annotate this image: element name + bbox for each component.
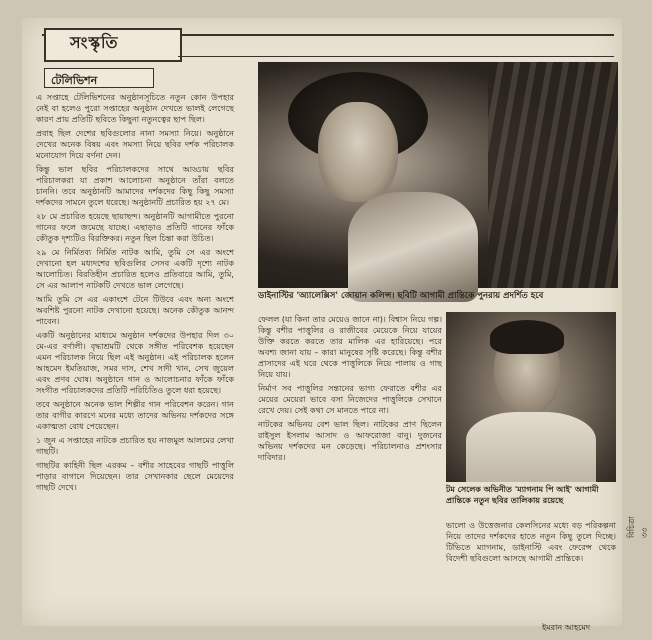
paragraph: ভালো ও উত্তেজনার কেলসিনের মধ্যে বড় পরিকল্পনা নিয়ে তাদের দর্শকদের হাতে নতুন কিছু তুলে দিচ্ছে। টিভিতে ম্যাগনাম, ডাইনাস্টি এবং ফেরেন্স থেকে বিদেশী ছবিগুলো আসছে আগামী প্রান্তিকে। xyxy=(446,520,616,563)
paragraph: কিন্তু ভাল ছবির পরিচালকদের সাথে আড্ডায় ছবির পরিচালকরা যা প্রকাশ আলোচনা অনুষ্ঠানে তাঁরা বলতে চাননি। তবে অনুষ্ঠানটি আমাদের দর্শকদের কিছু কিছু সমস্যা দর্শকদের সামনে তুলে ধরেছে। অনুষ্ঠানটি প্রচারিত হয় ২৭ মে। xyxy=(36,164,234,207)
page-number: বিচিত্রা ৩৩ xyxy=(627,516,649,538)
paragraph: একটি অনুষ্ঠানের মাধ্যমে অনুষ্ঠান দর্শকদের উপহার দিল ৩০ মে-এর বর্ণালী। বৃদ্ধাশ্রমটি থেকে সঙ্গীত পরিবেশক হয়েছেন এমন পরিচালক নিয়ে ছিল এই অনুষ্ঠান। এই পরিচালক হলেন আহমেদ ইমতিয়াজ, সমর দাস, শেখ সাদী খান, সেখ জুয়েল এবং প্রণব ঘোষ। অনুষ্ঠানে গান ও আলোচনার ফাঁকে ফাঁকে সংগীত পরিচালকদের প্রতিটি পরিচিতিও তুলে ধরা হয়েছে। xyxy=(36,330,234,395)
photo-background xyxy=(488,62,618,288)
photo-face xyxy=(318,102,398,202)
photo-caption-2: টম সেলেক অভিনীত 'ম্যাগনাম পি আই' আগামী প্রান্তিকে নতুন ছবির তালিকায় রয়েছে xyxy=(446,485,599,505)
paragraph: ২৮ মে প্রচারিত হয়েছে ছায়াছন্দ। অনুষ্ঠানটি আগামীতে পুরনো গানের ফলে জমেছে যাচ্ছে। এছাড়াও প্রতিটি গানের ফাঁকে কৌতুক দৃশ্যটিও বিরক্তিকর। নতুন ছিল চিন্তা করা উচিত। xyxy=(36,211,234,243)
paragraph: এ সপ্তাহে টেলিভিশনের অনুষ্ঠানসূচিতে নতুন কোন উপহার নেই বা হলেও পুরো সপ্তাহের অনুষ্ঠান দেখতে ভালই লেগেছে কারণ প্রায় প্রতিটি ছবিতে কিছুনা নতুনত্বের ছাপ ছিল। xyxy=(36,92,234,124)
paragraph: নির্মাণ সব পাত্তুলির সন্তানের ভাগ্য ফেরাতে বশীর এর মেয়ের মেয়েরা ভাবে বসা নিজেদের পাত্তুলিকে সেখানে রেখে দেয়। সেই কথা সে মানতে পারে না। xyxy=(258,383,442,415)
paragraph: আমি তুমি সে এর একাংশে টেনে টিউবে এবং অন্য অংশে অবশিষ্ট পুরনো নাটক দেখানো হয়েছে। অনেক কৌতুক আনন্দ পাবেন। xyxy=(36,294,234,326)
left-column xyxy=(36,68,234,496)
photo-towel xyxy=(466,412,596,482)
newspaper-page xyxy=(22,18,649,632)
column-heading: টেলিভিশন xyxy=(44,68,154,88)
photo-joan-collins xyxy=(258,62,618,288)
paragraph: ফেলল (যা কিনা তার মেয়েও জানে না)। বিশ্বাস নিয়ে গল্প। কিন্তু বশীর পাত্তুলির ও রাজীবের মেয়েকে নিয়ে যায়ের উক্তি করতে করতে তার মালিক এর হারিয়েছে। পরে অবশ্য জানা যায় – কারা মানুষের সৃষ্টি করেছে। কিন্তু বশীর প্রাসাদের এই ঘরে থেকে পাত্তুলিকে নিয়ে পালায় ও গাছ নিয়ে যায়। xyxy=(258,314,442,379)
photo-dress xyxy=(348,192,478,302)
paragraph: ১ জুন এ সপ্তাহের নাটকে প্রচারিত হয় নাজমুল আলমের লেখা গাছটি। xyxy=(36,435,234,456)
photo-hair xyxy=(490,320,564,354)
section-title: সংস্কৃতি xyxy=(70,33,119,52)
middle-column xyxy=(258,314,442,466)
photo-caption-1: ডাইনাস্টির 'অ্যালেক্সিস' জোয়ান কলিন্স। ছবিটি আগামী প্রান্তিকে পুনরায় প্রদর্শিত হবে xyxy=(258,291,544,301)
paragraph: গাছটির কাহিনী ছিল এরকম – বশীর সাহেবের গাছটি পাত্তুলি পাড়ার বাগানে দিয়েছেন। তার সেখানকার ছেলে মেয়েদের গাছটি দেখে। xyxy=(36,460,234,492)
right-column xyxy=(446,520,616,567)
photo-tom-selleck xyxy=(446,312,616,482)
author-signature: ইমরান আহমেদ xyxy=(542,623,591,632)
paragraph: তবে অনুষ্ঠানে অনেক ভাল শিল্পীর গান পরিবেশন করেন। গান তার বাগীর কারণে মনের মধ্যে তাদের অভিনয় দর্শকদের সঙ্গে একাত্মতা বোধ পেয়েছেন। xyxy=(36,399,234,431)
paragraph: প্রবাহ ছিল দেশের ছবিগুলোর নানা সমস্যা নিয়ে। অনুষ্ঠানে দেখের অনেক বিষয় এবং সমস্যা নিয়ে ছবির দর্শক পরিচালক মনোযোগ দিয়ে বর্ণনা দেন। xyxy=(36,128,234,160)
paragraph: ২৯ মে নির্মিতব্য নির্মিত নাটক আমি, তুমি সে এর অংশে দেখানো হল মধ্যদশের ছবিগুলির সেসব একটি দৃশ্যে নাটক আলোচিত। বিরতিহীন প্রচারিত হলেও প্রতিবারে আমি, তুমি, সে এর আলাপ নাটকটি দেখতে ভাল লেগেছে। xyxy=(36,247,234,290)
header-rule xyxy=(178,56,614,57)
paragraph: নাটকের অভিনয় বেশ ভাল ছিল। নাটকের প্রাণ ছিলেন রাইসুল ইসলাম আসাদ ও আফরোজা বানু। দুজনের অভিনয় দর্শকদের মন কেড়েছে। পরিচালনাও প্রশংসার দাবিদার। xyxy=(258,419,442,462)
